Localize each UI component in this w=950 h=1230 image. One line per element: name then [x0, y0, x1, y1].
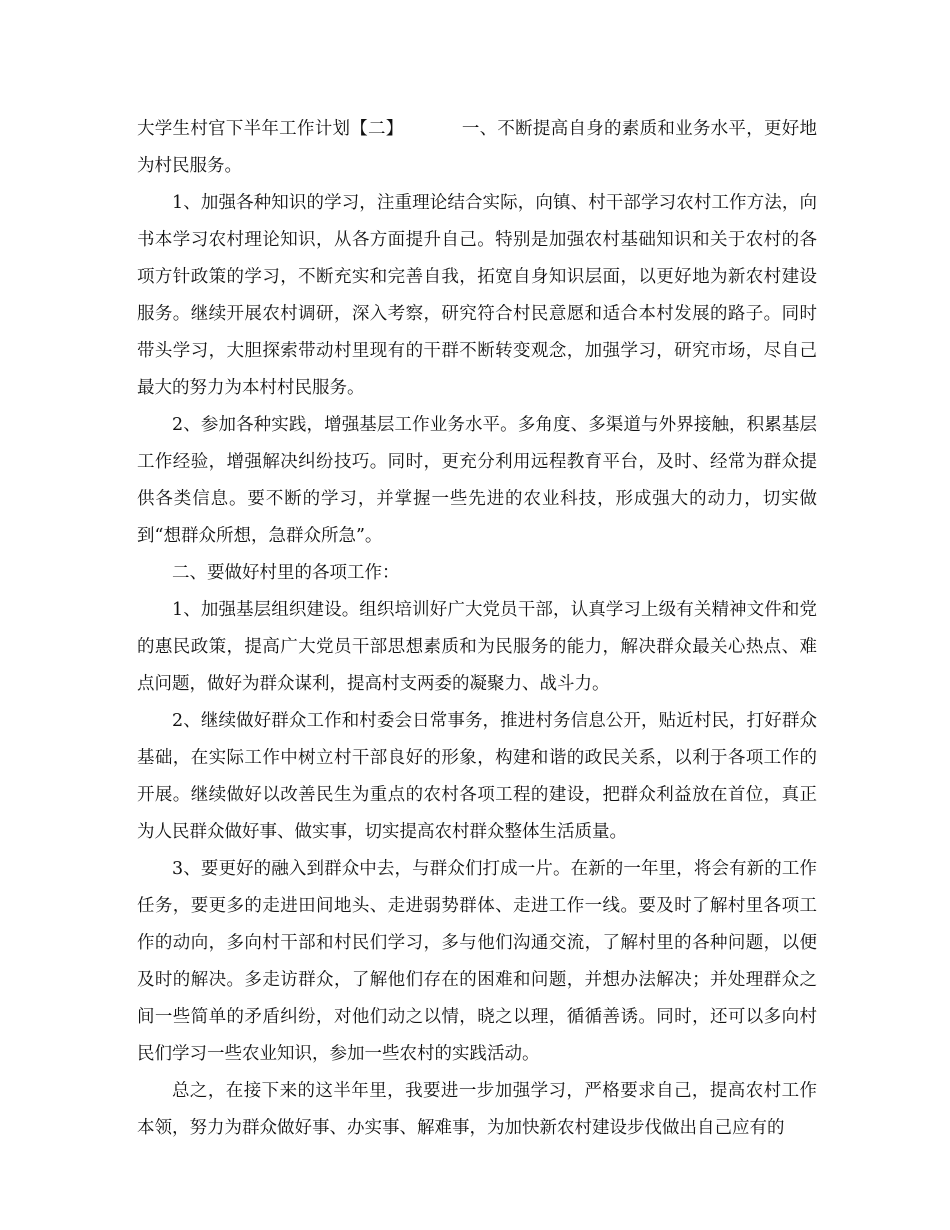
paragraph-6: 总之，在接下来的这半年里，我要进一步加强学习，严格要求自己，提高农村工作本领，努力为群众做好事、办实事、解难事，为加快新农村建设步伐做出自己应有的 [137, 1081, 817, 1138]
paragraph-4: 2、继续做好群众工作和村委会日常事务，推进村务信息公开，贴近村民，打好群众基础，在实际工作中树立村干部良好的形象，构建和谐的政民关系，以利于各项工作的开展。继续做好以改善民生为重点的农村各项工程的建设，把群众利益放在首位，真正为人民群众做好事、做实事，切实提高农村群众整体生活质量。 [137, 711, 817, 842]
paragraph-1: 1、加强各种知识的学习，注重理论结合实际，向镇、村干部学习农村工作方法，向书本学习农村理论知识，从各方面提升自己。特别是加强农村基础知识和关于农村的各项方针政策的学习，不断充实和完善自我，拓宽自身知识层面，以更好地为新农村建设服务。继续开展农村调研，深入考察，研究符合村民意愿和适合本村发展的路子。同时带头学习，大胆探索带动村里现有的干群不断转变观念，加强学习，研究市场，尽自己最大的努力为本村村民服务。 [137, 193, 817, 398]
section-heading-1: 一、不断提高自身的素质和业务水平，更好地为村民服务。 [137, 119, 818, 176]
paragraph-3: 1、加强基层组织建设。组织培训好广大党员干部，认真学习上级有关精神文件和党的惠民政策，提高广大党员干部思想素质和为民服务的能力，解决群众最关心热点、难点问题，做好为群众谋利，提高村支两委的凝聚力、战斗力。 [137, 600, 817, 694]
paragraph-5: 3、要更好的融入到群众中去，与群众们打成一片。在新的一年里，将会有新的工作任务，要更多的走进田间地头、走进弱势群体、走进工作一线。要及时了解村里各项工作的动向，多向村干部和村民们学习，多与他们沟通交流，了解村里的各种问题，以便及时的解决。多走访群众，了解他们存在的困难和问题，并想办法解决；并处理群众之间一些简单的矛盾纠纷，对他们动之以情，晓之以理，循循善诱。同时，还可以多向村民们学习一些农业知识，参加一些农村的实践活动。 [137, 859, 817, 1064]
paragraph-2: 2、参加各种实践，增强基层工作业务水平。多角度、多渠道与外界接触，积累基层工作经验，增强解决纠纷技巧。同时，更充分利用远程教育平台，及时、经常为群众提供各类信息。要不断的学习，并掌握一些先进的农业科技，形成强大的动力，切实做到“想群众所想，急群众所急”。 [137, 415, 817, 546]
title-line [137, 111, 817, 185]
document-title: 大学生村官下半年工作计划【二】 [137, 119, 404, 139]
document-body [137, 111, 817, 1147]
section-heading-2: 二、要做好村里的各项工作： [172, 563, 400, 583]
